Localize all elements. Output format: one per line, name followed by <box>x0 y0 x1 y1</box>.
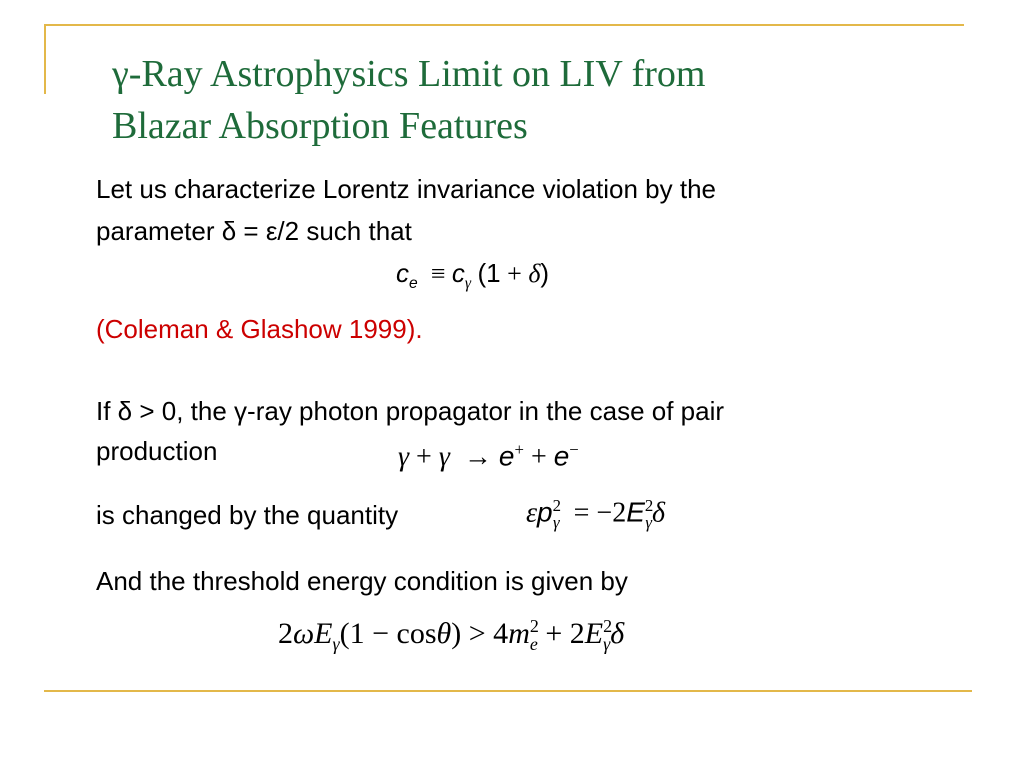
paragraph-2-line-2: production <box>96 436 218 466</box>
equation-pair-production: γ + γ → e+ + e− <box>398 440 579 473</box>
slide-title <box>112 48 972 152</box>
equation-propagator-change: $\varepsilon p^2_\gamma = -2E^2_\gamma\delta$ <box>526 496 665 532</box>
frame-top-line <box>44 24 964 26</box>
equation-threshold-condition: $2\omega E_\gamma(1 - \cos\theta) > 4m^2_e + 2E^2_\gamma\delta$ <box>278 616 625 654</box>
title-line-2: Blazar Absorption Features <box>112 105 528 147</box>
paragraph-2-line-1: If δ > 0, the γ-ray photon propagator in the case of pair <box>96 396 725 426</box>
paragraph-1-line-1: Let us characterize Lorentz invariance violation by the <box>96 174 717 204</box>
paragraph-4: And the threshold energy condition is given by <box>96 566 628 596</box>
frame-bottom-line <box>44 690 972 692</box>
title-line-1: γ-Ray Astrophysics Limit on LIV from <box>112 53 706 95</box>
paragraph-1-line-2: parameter δ = ε/2 such that <box>96 216 412 246</box>
frame-left-line <box>44 24 46 94</box>
paragraph-3: is changed by the quantity <box>96 500 399 530</box>
citation-text: (Coleman & Glashow 1999). <box>96 314 423 344</box>
equation-speed-of-light: $c_e \equiv c_\gamma$ (1 + δ) <box>396 258 550 293</box>
